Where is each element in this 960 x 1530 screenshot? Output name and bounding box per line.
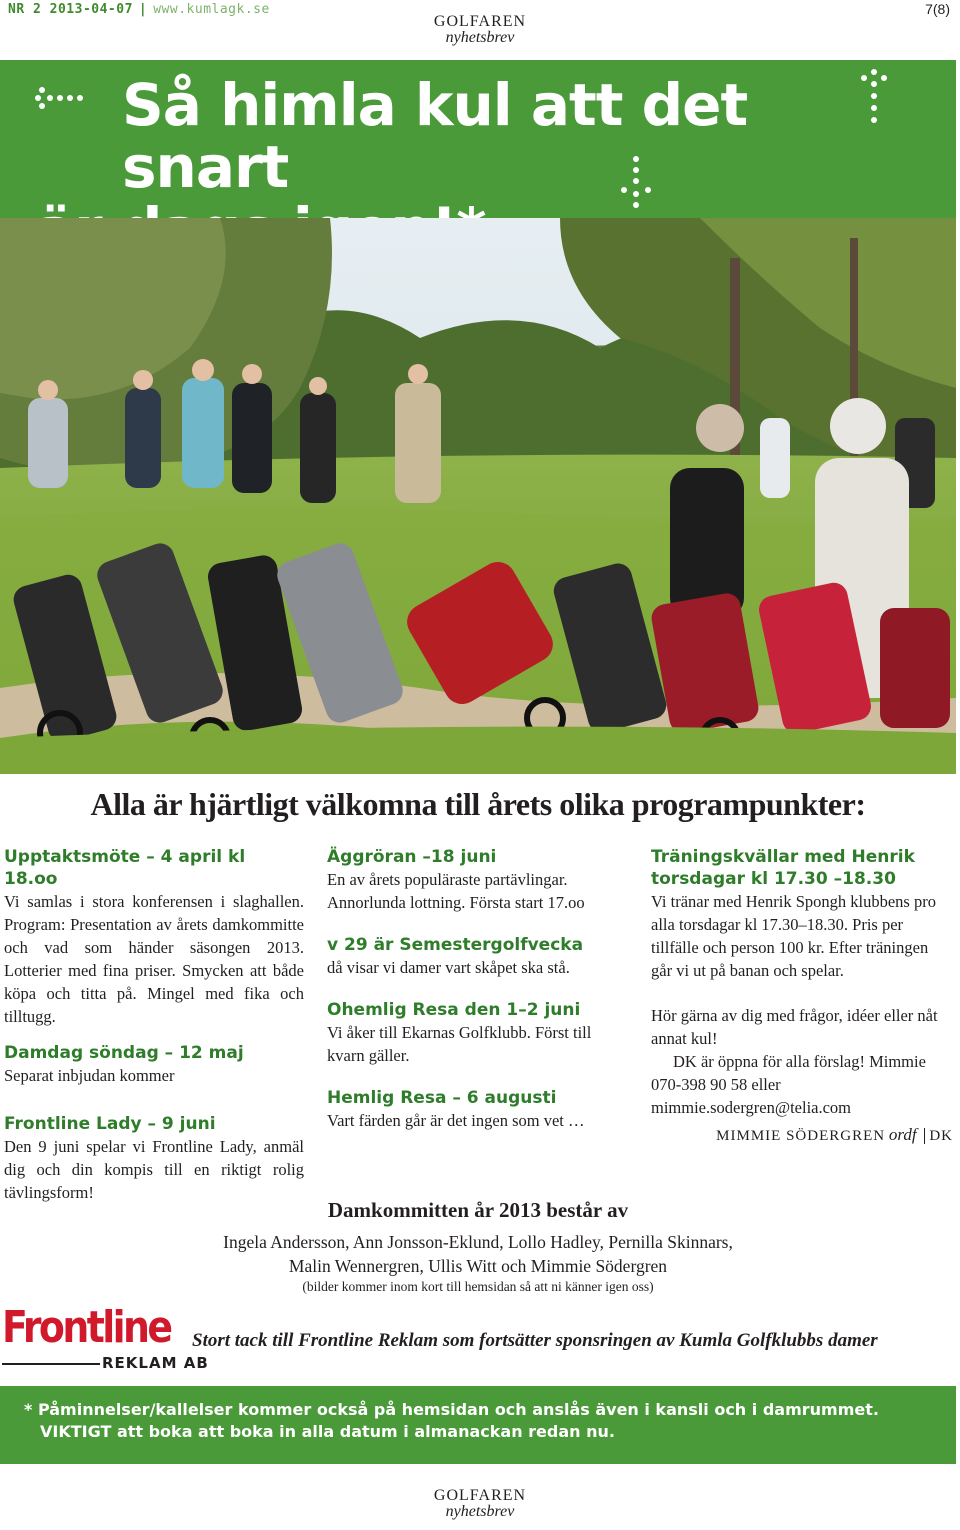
golf-course-illustration (0, 218, 956, 774)
contact-block (651, 1004, 953, 1148)
sponsor-thanks: Stort tack till Frontline Reklam som fortsätter sponsringen av Kumla Golfklubbs damer (192, 1330, 878, 1351)
event-traningskvallar (651, 846, 953, 982)
website-link[interactable]: www.kumlagk.se (153, 2, 270, 17)
event-text: Den 9 juni spelar vi Frontline Lady, anmäl dig och din kompis till en riktigt rolig tävlingsform! (4, 1137, 304, 1202)
notice-line-1: * Påminnelser/kallelser kommer också på hemsidan och anslås även i kansli och i damrummet. (24, 1400, 879, 1419)
signature-role: ordf (888, 1125, 917, 1144)
event-title: Träningskvällar med Henrik torsdagar kl 17.30 –18.30 (651, 847, 915, 889)
masthead-name: GOLFAREN (433, 13, 527, 30)
frontline-logo: Frontline (2, 1302, 171, 1353)
event-text: då visar vi damer vart skåpet ska stå. (327, 958, 570, 977)
event-title: v 29 är Semestergolfvecka (327, 935, 584, 955)
committee-line-2: Malin Wennergren, Ullis Witt och Mimmie Södergren (288, 1256, 668, 1276)
event-frontline-lady (4, 1113, 304, 1204)
event-ohemlig-resa (327, 999, 632, 1067)
frontline-logo-sub: REKLAM AB (102, 1354, 209, 1372)
committee-names (0, 1230, 956, 1278)
event-damdag (4, 1042, 304, 1087)
event-title: Frontline Lady – 9 juni (4, 1114, 216, 1134)
column-3 (651, 846, 953, 1162)
masthead-footer (0, 1488, 960, 1520)
event-title: Damdag söndag – 12 maj (4, 1043, 244, 1063)
event-text: Vi åker till Ekarnas Golfklubb. Först till kvarn gäller. (327, 1023, 592, 1065)
event-text: Vi samlas i stora konferensen i slaghallen. Program: Presentation av årets damkommitte och vad som händer säsongen 2013. Lotterier med fina priser. Smycken att både köpa och titta på. Mingel med fika och tilltugg. (4, 892, 304, 1026)
event-aggroran (327, 846, 632, 914)
logo-rule (2, 1363, 100, 1365)
dots-arrow-icon (852, 66, 896, 130)
notice-text (24, 1399, 924, 1443)
event-title: Upptaktsmöte – 4 april kl 18.oo (4, 847, 246, 889)
committee-line-1: Ingela Andersson, Ann Jonsson-Eklund, Lollo Hadley, Pernilla Skinnars, (223, 1232, 733, 1252)
event-hemlig-resa (327, 1087, 632, 1132)
event-text: Vart färden går är det ingen som vet … (327, 1111, 585, 1130)
event-text: En av årets populäraste partävlingar. Annorlunda lottning. Första start 17.oo (327, 870, 585, 912)
column-2 (327, 846, 632, 1146)
committee-title: Damkommitten år 2013 består av (327, 1198, 629, 1222)
masthead-name: GOLFAREN (433, 1487, 527, 1504)
page-number: 7(8) (925, 1, 950, 17)
masthead-sub: nyhetsbrev (445, 1503, 515, 1520)
header-separator: | (138, 2, 148, 17)
column-1 (4, 846, 304, 1218)
event-title: Hemlig Resa – 6 augusti (327, 1088, 557, 1108)
event-semestergolfvecka (327, 934, 632, 979)
signature-name: MIMMIE SÖDERGREN (716, 1128, 886, 1144)
issue-number: NR 2 2013-04-07 (8, 2, 133, 17)
committee-note: (bilder kommer inom kort till hemsidan så att ni känner igen oss) (302, 1279, 654, 1294)
event-text: Vi tränar med Henrik Spongh klubbens pro alla torsdagar kl 17.30–18.30. Pris per tillfälle och person 100 kr. Efter träningen går vi ut på banan och spelar. (651, 892, 936, 980)
signature (651, 1123, 953, 1148)
signature-org: DK (929, 1128, 953, 1144)
event-title: Ohemlig Resa den 1–2 juni (327, 1000, 581, 1020)
notice-line-2: VIKTIGT att boka att boka in alla datum i almanackan redan nu. (40, 1422, 615, 1441)
headline-line-1: Så himla kul att det snart (122, 71, 748, 201)
event-text: Separat inbjudan kommer (4, 1066, 175, 1085)
program-subheadline: Alla är hjärtligt välkomna till årets olika programpunkter: (90, 786, 866, 822)
golf-photo (0, 218, 956, 774)
masthead-top (0, 14, 960, 46)
contact-text: Hör gärna av dig med frågor, idéer eller nåt annat kul! (651, 1006, 938, 1048)
masthead-sub: nyhetsbrev (445, 29, 515, 46)
contact-text: DK är öppna för alla förslag! Mimmie 070-398 90 58 eller mimmie.sodergren@telia.com (651, 1052, 926, 1117)
event-title: Äggröran –18 juni (327, 847, 497, 867)
event-upptaktsmote (4, 846, 304, 1028)
